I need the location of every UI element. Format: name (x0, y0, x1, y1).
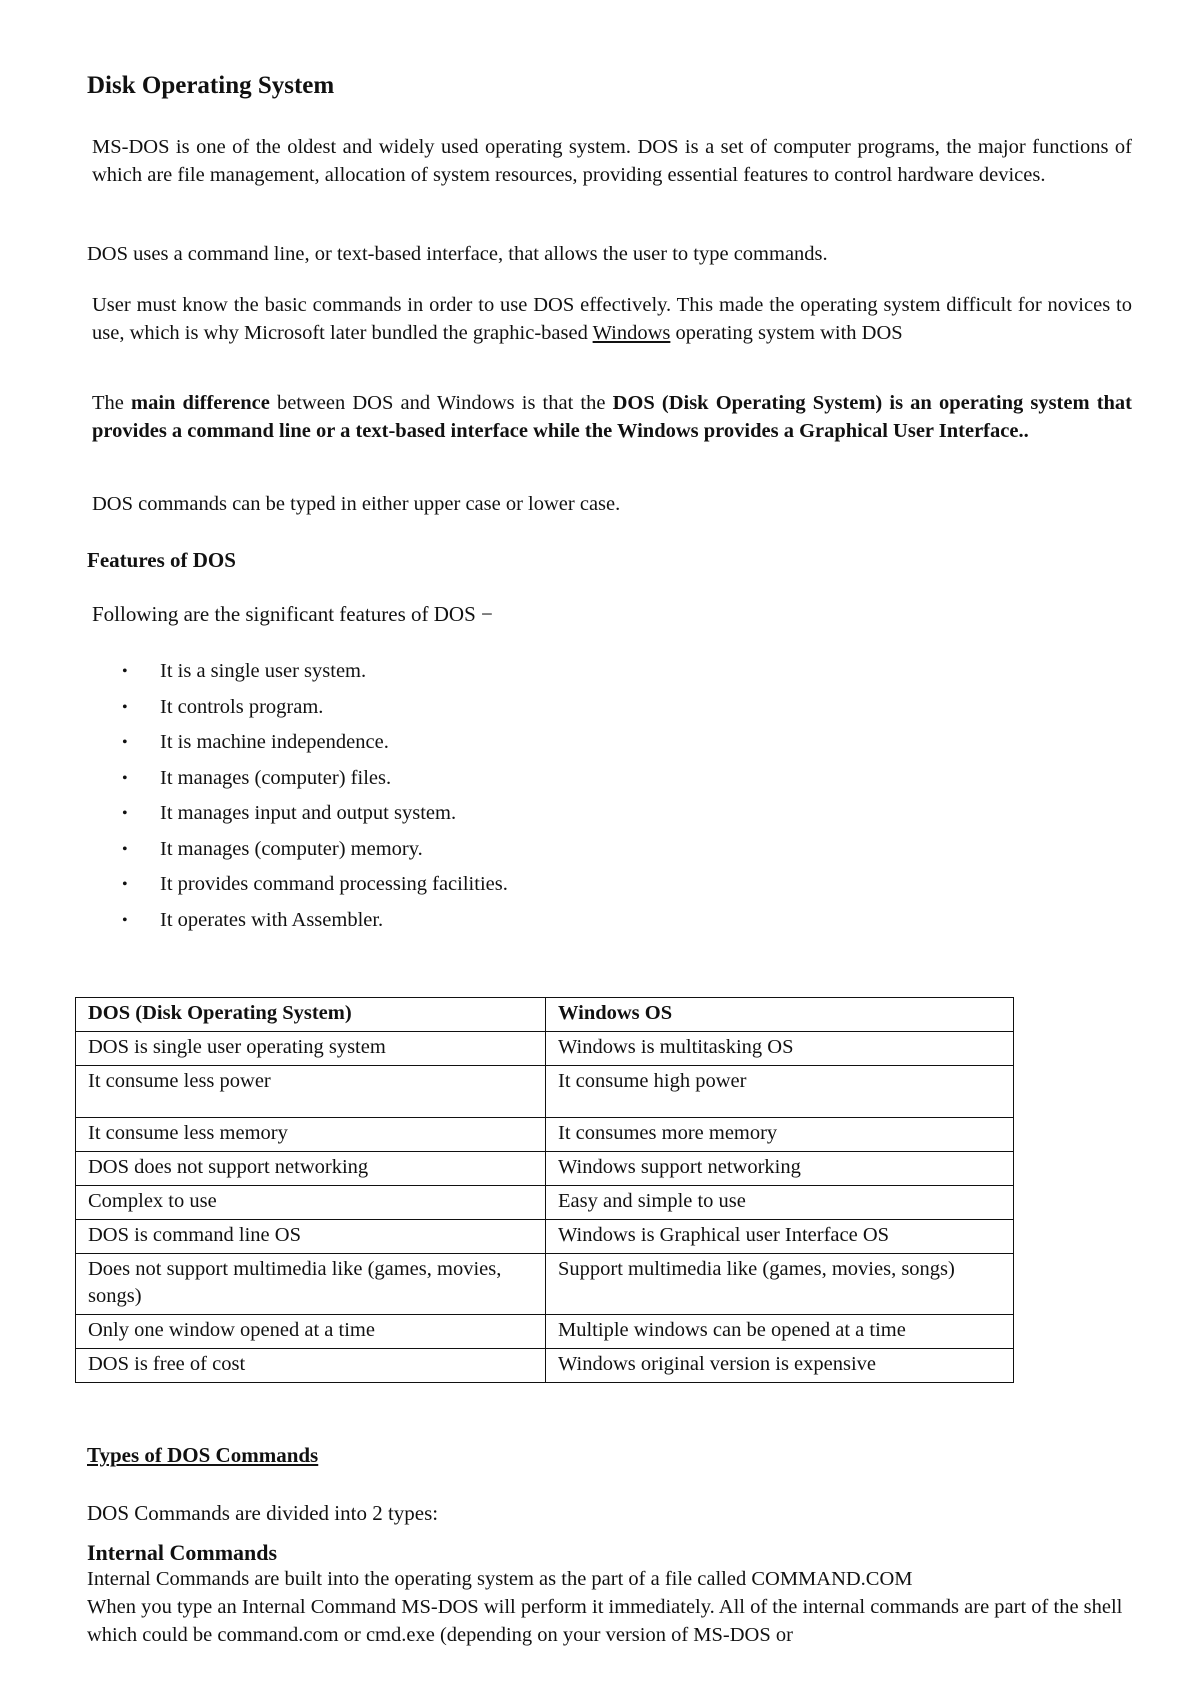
table-cell-dos: Complex to use (76, 1186, 546, 1220)
table-cell-dos: It consume less power (76, 1066, 546, 1118)
table-cell-windows: Windows is multitasking OS (546, 1032, 1014, 1066)
difference-text-b: main difference (131, 392, 270, 414)
table-cell-windows: Easy and simple to use (546, 1186, 1014, 1220)
table-row (76, 1315, 1014, 1349)
feature-text: It controls program. (160, 695, 324, 718)
feature-item (122, 832, 508, 868)
table-cell-dos: DOS is free of cost (76, 1349, 546, 1383)
feature-text: It manages (computer) memory. (160, 837, 423, 860)
difference-text-d: DOS (Disk Operating System) is an operating system that provides a command line or a text-based interface while the Windows provides a Graphical User Interface.. (92, 392, 1132, 442)
feature-text: It provides command processing facilities. (160, 873, 508, 895)
types-lead: DOS Commands are divided into 2 types: (87, 1501, 439, 1525)
feature-item (122, 903, 508, 939)
feature-text: It is a single user system. (160, 660, 367, 682)
table-cell-windows: Windows is Graphical user Interface OS (546, 1220, 1014, 1254)
feature-item (122, 761, 508, 797)
table-header-dos: DOS (Disk Operating System) (76, 998, 546, 1032)
bullet-icon: • (122, 769, 128, 787)
table-row (76, 1349, 1014, 1383)
novice-text-before: User must know the basic commands in order to use DOS effectively. This made the operating system difficult for novices to use, which is why Microsoft later bundled the graphic-based (92, 294, 1132, 344)
types-heading: Types of DOS Commands (87, 1443, 319, 1467)
feature-text: It manages input and output system. (160, 802, 457, 824)
table-body (76, 1032, 1014, 1383)
bullet-icon: • (122, 911, 128, 929)
bullet-icon: • (122, 876, 128, 893)
table-cell-windows: Windows support networking (546, 1152, 1014, 1186)
bullet-icon: • (122, 663, 128, 680)
table-cell-dos: Only one window opened at a time (76, 1315, 546, 1349)
feature-item (122, 796, 508, 832)
table-row (76, 1220, 1014, 1254)
table-row (76, 1066, 1014, 1118)
table-cell-windows: It consumes more memory (546, 1118, 1014, 1152)
difference-paragraph (92, 389, 1132, 445)
internal-commands-heading: Internal Commands (87, 1540, 278, 1565)
bullet-icon: • (122, 734, 128, 751)
bullet-icon: • (122, 805, 128, 822)
table-cell-windows: Multiple windows can be opened at a time (546, 1315, 1014, 1349)
features-heading: Features of DOS (87, 548, 236, 572)
table-cell-windows: Windows original version is expensive (546, 1349, 1014, 1383)
windows-link[interactable]: Windows (592, 322, 671, 344)
novice-text-after: operating system with DOS (670, 322, 903, 344)
document-title: Disk Operating System (87, 72, 335, 99)
table-cell-dos: DOS does not support networking (76, 1152, 546, 1186)
table-row (76, 1032, 1014, 1066)
table-row (76, 1186, 1014, 1220)
table-header-row (76, 998, 1014, 1032)
feature-item (122, 725, 508, 761)
difference-text-c: between DOS and Windows is that the (269, 392, 613, 414)
bullet-icon: • (122, 698, 128, 716)
features-lead: Following are the significant features of DOS − (92, 602, 493, 626)
table-row (76, 1118, 1014, 1152)
table-cell-dos: DOS is single user operating system (76, 1032, 546, 1066)
feature-text: It manages (computer) files. (160, 766, 392, 789)
table-row (76, 1254, 1014, 1315)
novice-paragraph (92, 291, 1132, 347)
difference-text-a: The (92, 392, 131, 414)
internal-line-2: When you type an Internal Command MS-DOS will perform it immediately. All of the internal commands are part of the shell which could be command.com or cmd.exe (depending on your version of MS-DOS or (87, 1596, 1123, 1646)
comparison-table (75, 997, 1014, 1383)
table-cell-windows: Support multimedia like (games, movies, songs) (546, 1254, 1014, 1315)
feature-item (122, 654, 508, 690)
table-cell-dos: It consume less memory (76, 1118, 546, 1152)
feature-item (122, 690, 508, 726)
table-cell-dos: DOS is command line OS (76, 1220, 546, 1254)
case-paragraph: DOS commands can be typed in either upper case or lower case. (92, 493, 621, 515)
table-header-windows: Windows OS (546, 998, 1014, 1032)
feature-text: It operates with Assembler. (160, 908, 384, 931)
internal-commands-text (87, 1565, 1137, 1649)
table-cell-dos: Does not support multimedia like (games, movies, songs) (76, 1254, 546, 1315)
internal-line-1: Internal Commands are built into the operating system as the part of a file called COMMAND.COM (87, 1568, 913, 1590)
intro-paragraph: MS-DOS is one of the oldest and widely used operating system. DOS is a set of computer programs, the major functions of which are file management, allocation of system resources, providing essential features to control hardware devices. (92, 136, 1132, 186)
command-line-paragraph: DOS uses a command line, or text-based interface, that allows the user to type commands. (87, 243, 828, 265)
feature-text: It is machine independence. (160, 731, 389, 753)
feature-item (122, 867, 508, 903)
bullet-icon: • (122, 840, 128, 858)
features-list (122, 654, 508, 938)
table-row (76, 1152, 1014, 1186)
table-cell-windows: It consume high power (546, 1066, 1014, 1118)
